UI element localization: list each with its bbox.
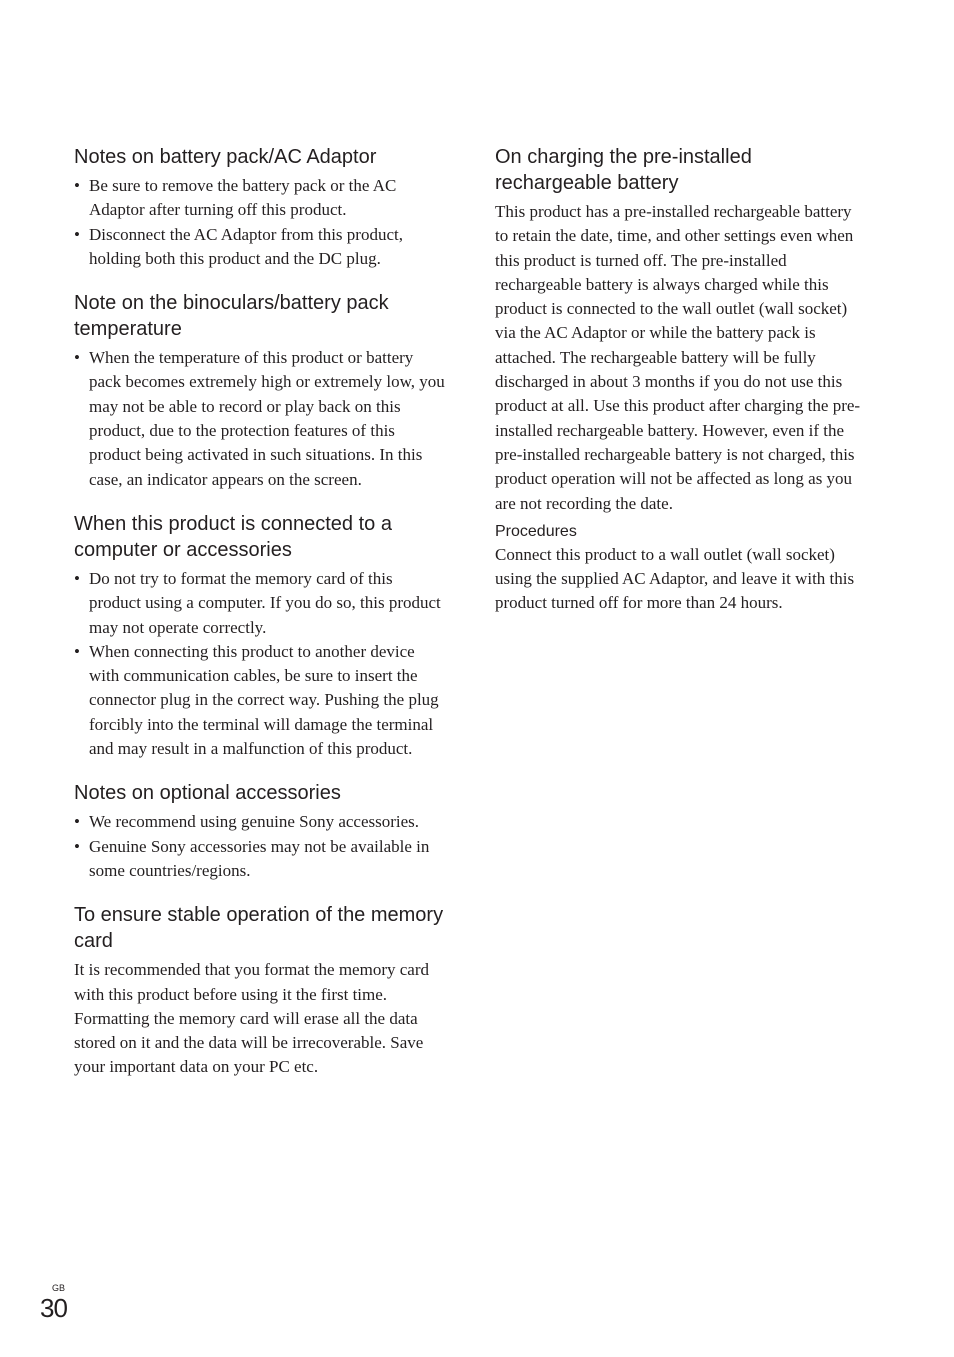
- body-text: It is recommended that you format the memory card with this product before using it the first time. Formatting the memory card will erase all the data stored on it and the data will be irrecoverable. Save your important data on your PC etc.: [74, 960, 429, 1077]
- bullet-list: [74, 346, 446, 492]
- left-column: [74, 144, 446, 1099]
- section-heading: On charging the pre-installed rechargeable battery: [495, 146, 752, 194]
- section-temperature: [74, 290, 446, 492]
- bullet-list: [74, 174, 446, 271]
- section-computer-accessories: [74, 511, 446, 761]
- language-code: GB: [52, 1283, 66, 1293]
- section-battery-ac-adaptor: [74, 144, 446, 271]
- body-text: This product has a pre-installed rechargeable battery to retain the date, time, and other settings even when this product is turned off. The pre-installed rechargeable battery is always charged while this product is connected to the wall outlet (wall socket) via the AC Adaptor or while the battery pack is attached. The rechargeable battery will be fully discharged in about 3 months if you do not use this product at all. Use this product after charging the pre-installed rechargeable battery. However, even if the pre-installed rechargeable battery is not charged, this product operation will not be affected as long as you are not recording the date.: [495, 202, 861, 513]
- procedure-text: Connect this product to a wall outlet (wall socket) using the supplied AC Adaptor, and leave it with this product turned off for more than 24 hours.: [495, 544, 855, 613]
- right-column: [495, 144, 867, 635]
- section-heading: Note on the binoculars/battery pack temperature: [74, 292, 389, 341]
- list-item: • We recommend using genuine Sony accessories.: [74, 810, 446, 834]
- section-heading: To ensure stable operation of the memory card: [74, 904, 444, 953]
- section-memory-card: [74, 902, 446, 1079]
- list-item: • Disconnect the AC Adaptor from this product, holding both this product and the DC plug.: [74, 223, 446, 272]
- list-item: • Genuine Sony accessories may not be available in some countries/regions.: [74, 835, 446, 884]
- bullet-list: [74, 810, 446, 883]
- section-pre-installed-battery: [495, 144, 867, 616]
- section-heading: Notes on battery pack/AC Adaptor: [74, 146, 377, 168]
- page-number: 30: [40, 1293, 67, 1323]
- bullet-list: [74, 567, 446, 761]
- section-heading: When this product is connected to a computer or accessories: [74, 512, 392, 561]
- section-heading: Notes on optional accessories: [74, 782, 341, 805]
- list-item: • When the temperature of this product or battery pack becomes extremely high or extremely low, you may not be able to record or play back on this product, due to the protection features of this product being activated in such situations. In this case, an indicator appears on the screen.: [74, 346, 446, 492]
- procedures-subheading: Procedures: [495, 522, 577, 540]
- list-item: • When connecting this product to another device with communication cables, be sure to insert the connector plug in the correct way. Pushing the plug forcibly into the terminal will damage the terminal and may result in a malfunction of this product.: [74, 640, 446, 761]
- list-item: • Do not try to format the memory card of this product using a computer. If you do so, this product may not operate correctly.: [74, 567, 446, 640]
- section-optional-accessories: [74, 780, 446, 883]
- list-item: • Be sure to remove the battery pack or the AC Adaptor after turning off this product.: [74, 174, 446, 223]
